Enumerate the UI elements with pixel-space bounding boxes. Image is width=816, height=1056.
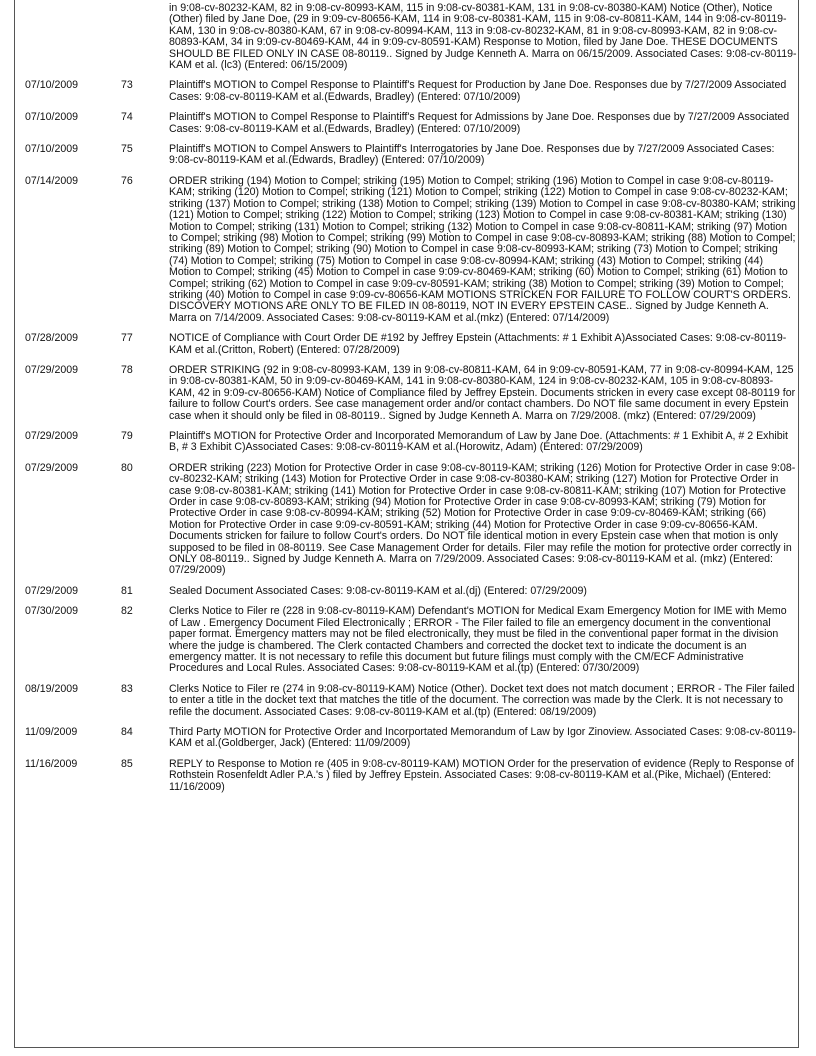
entry-date: 07/30/2009: [25, 605, 79, 618]
docket-entry: [15, 431, 798, 454]
docket-entry: [15, 333, 798, 356]
entry-number: 77: [121, 332, 133, 345]
docket-entry: [15, 684, 798, 718]
entry-date: 07/29/2009: [25, 363, 79, 376]
entry-text: ORDER striking (223) Motion for Protective Order in case 9:08-cv-80119-KAM; striking (126) Motion for Protective Order in case 9:08-cv-80232-KAM; striking (143) Motion for Protective Order in case 9:08-cv-80380-KAM; striking (127) Motion for Protective Order in case 9:08-cv-80381-KAM; striking (141) Motion for Protective Order in case 9:08-cv-80811-KAM; striking (107) Motion for Protective Order in case 9:08-cv-80893-KAM; striking (94) Motion for Protective Order in case 9:08-cv-80993-KAM; striking (79) Motion for Protective Order in case 9:08-cv-80994-KAM; striking (52) Motion for Protective Order in case 9:09-cv-80469-KAM; striking (66) Motion for Protective Order in case 9:09-cv-80591-KAM; striking (44) Motion for Protective Order in case 9:09-cv-80656-KAM. Documents stricken for failure to follow Court's orders. Do NOT file identical motion in every Epstein case when that motion is only supposed to be filed in 08-80119. See Case Management Order for details. Filer may refile the motion for protective order correctly in ONLY 08-80119.. Signed by Judge Kenneth A. Marra on 7/29/2009. Associated Cases: 9:08-cv-80119-KAM et al. (mkz) (Entered: 07/29/2009): [169, 461, 796, 577]
entry-number: 85: [121, 757, 133, 770]
entry-date: 07/29/2009: [25, 584, 79, 597]
docket-entry: [15, 727, 798, 750]
entry-text: ORDER STRIKING (92 in 9:08-cv-80993-KAM, 139 in 9:08-cv-80811-KAM, 64 in 9:09-cv-80591-KAM, 77 in 9:08-cv-80994-KAM, 125 in 9:08-cv-80381-KAM, 50 in 9:09-cv-80469-KAM, 141 in 9:08-cv-80380-KAM, 124 in 9:08-cv-80232-KAM, 105 in 9:08-cv-80893-KAM, 42 in 9:09-cv-80656-KAM) Notice of Compliance filed by Jeffrey Epstein. Documents stricken in every case except 08-80119 for failure to follow Court's orders. See case management order and/or contact chambers. Do NOT file same document in every Epstein case when it should only be filed in 08-80119.. Signed by Judge Kenneth A. Marra on 7/29/2008. (mkz) (Entered: 07/29/2009): [169, 363, 796, 422]
entry-date: 07/29/2009: [25, 461, 79, 474]
entry-date: 07/10/2009: [25, 79, 79, 92]
entry-number: 78: [121, 363, 133, 376]
entry-text: NOTICE of Compliance with Court Order DE #192 by Jeffrey Epstein (Attachments: # 1 Exhibit A)Associated Cases: 9:08-cv-80119-KAM et al.(Critton, Robert) (Entered: 07/28/2009): [169, 332, 787, 356]
entry-text: Plaintiff's MOTION to Compel Response to Plaintiff's Request for Production by Jane Doe. Responses due by 7/27/2009 Associated Cases: 9:08-cv-80119-KAM et al.(Edwards, Bradley) (Entered: 07/10/2009): [169, 79, 787, 103]
docket-entry: [15, 3, 798, 71]
docket-entry: [15, 144, 798, 167]
entry-number: 83: [121, 682, 133, 695]
docket-entry: [15, 759, 798, 793]
docket-entry: [15, 176, 798, 324]
entry-date: 11/16/2009: [25, 757, 78, 770]
entry-number: 79: [121, 430, 133, 442]
entry-number: 82: [121, 605, 133, 618]
entry-number: 80: [121, 461, 133, 474]
entry-date: 11/09/2009: [25, 725, 78, 738]
entry-text: REPLY to Response to Motion re (405 in 9:08-cv-80119-KAM) MOTION Order for the preservation of evidence (Reply to Response of Rothstein Rosenfeldt Adler P.A.'s ) filed by Jeffrey Epstein. Associated Cases: 9:08-cv-80119-KAM et al.(Pike, Michael) (Entered: 11/16/2009): [169, 757, 794, 793]
entry-text: Clerks Notice to Filer re (274 in 9:08-cv-80119-KAM) Notice (Other). Docket text does not match document ; ERROR - The Filer failed to enter a title in the docket text that matches the title of the document. The correction was made by the Clerk. It is not necessary to refile the document. Associated Cases: 9:08-cv-80119-KAM et al.(tp) (Entered: 08/19/2009): [169, 682, 795, 718]
docket-entry: [15, 112, 798, 135]
entry-number: 74: [121, 111, 133, 124]
docket-table: [14, 0, 799, 1048]
entry-date: 07/28/2009: [25, 332, 79, 345]
entry-number: 76: [121, 174, 133, 187]
entry-text: Plaintiff's MOTION to Compel Response to Plaintiff's Request for Admissions by Jane Doe. Responses due by 7/27/2009 Associated Cases: 9:08-cv-80119-KAM et al.(Edwards, Bradley) (Entered: 07/10/2009): [169, 111, 790, 135]
entry-date: 07/14/2009: [25, 174, 79, 187]
entry-text: Clerks Notice to Filer re (228 in 9:08-cv-80119-KAM) Defendant's MOTION for Medical Exam Emergency Motion for IME with Memo of Law . Emergency Document Filed Electronically ; ERROR - The Filer failed to file an emergency document in the conventional paper format. Emergency matters may not be filed electronically, they must be filed in the conventional paper format in the division where the judge is chambered. The Clerk contacted Chambers and corrected the docket text to indicate the document is an emergency matter. It is not necessary to refile this document but future filings must comply with the CM/ECF Administrative Procedures and Local Rules. Associated Cases: 9:08-cv-80119-KAM et al.(tp) (Entered: 07/30/2009): [169, 605, 787, 675]
docket-entry: [15, 365, 798, 422]
entry-text: Plaintiff's MOTION to Compel Answers to Plaintiff's Interrogatories by Jane Doe. Responses due by 7/27/2009 Associated Cases: 9:08-cv-80119-KAM et al.(Edwards, Bradley) (Entered: 07/10/2009): [169, 143, 775, 167]
entry-date: 07/10/2009: [25, 111, 79, 124]
docket-entry: [15, 80, 798, 103]
docket-entry: [15, 606, 798, 674]
entry-text: Sealed Document Associated Cases: 9:08-cv-80119-KAM et al.(dj) (Entered: 07/29/2009): [169, 584, 587, 597]
entry-date: 07/10/2009: [25, 143, 79, 156]
entry-number: 84: [121, 725, 133, 738]
entry-text: in 9:08-cv-80232-KAM, 82 in 9:08-cv-80993-KAM, 115 in 9:08-cv-80381-KAM, 131 in 9:08-cv-80380-KAM) Notice (Other), Notice (Other) filed by Jane Doe, (29 in 9:09-cv-80656-KAM, 114 in 9:08-cv-80381-KAM, 115 in 9:08-cv-80811-KAM, 144 in 9:08-cv-80119-KAM, 130 in 9:08-cv-80380-KAM, 67 in 9:08-cv-80994-KAM, 113 in 9:08-cv-80232-KAM, 81 in 9:08-cv-80993-KAM, 82 in 9:08-cv-80893-KAM, 34 in 9:09-cv-80469-KAM, 44 in 9:09-cv-80591-KAM) Response to Motion, filed by Jane Doe. THESE DOCUMENTS SHOULD BE FILED ONLY IN CASE 08-80119.. Signed by Judge Kenneth A. Marra on 06/15/2009. Associated Cases: 9:08-cv-80119-KAM et al. (lc3) (Entered: 06/15/2009): [169, 2, 797, 72]
entry-number: 81: [121, 584, 133, 597]
entry-text: Third Party MOTION for Protective Order and Incorportated Memorandum of Law by Igor Zinoview. Associated Cases: 9:08-cv-80119-KAM et al.(Goldberger, Jack) (Entered: 11/09/2009): [169, 725, 796, 750]
entry-date: 08/19/2009: [25, 682, 79, 695]
docket-entry: [15, 586, 798, 597]
docket-entry: [15, 463, 798, 577]
entry-date: 07/29/2009: [25, 430, 79, 442]
entry-number: 75: [121, 143, 133, 156]
entry-text: Plaintiff's MOTION for Protective Order and Incorporated Memorandum of Law by Jane Doe. (Attachments: # 1 Exhibit A, # 2 Exhibit B, # 3 Exhibit C)Associated Cases: 9:08-cv-80119-KAM et al.(Horowitz, Adam) (Entered: 07/29/2009): [169, 430, 788, 454]
entry-number: 73: [121, 79, 133, 92]
entry-text: ORDER striking (194) Motion to Compel; striking (195) Motion to Compel; striking (196) Motion to Compel in case 9:08-cv-80119-KAM; striking (120) Motion to Compel; striking (121) Motion to Compel; striking (122) Motion to Compel in case 9:08-cv-80232-KAM; striking (137) Motion to Compel; striking (138) Motion to Compel; striking (139) Motion to Compel in case 9:08-cv-80380-KAM; striking (121) Motion to Compel; striking (122) Motion to Compel; striking (123) Motion to Compel in case 9:08-cv-80381-KAM; striking (130) Motion to Compel; striking (131) Motion to Compel; striking (132) Motion to Compel in case 9:08-cv-80811-KAM; striking (97) Motion to Compel; striking (98) Motion to Compel; striking (99) Motion to Compel in case 9:08-cv-80893-KAM; striking (88) Motion to Compel; striking (89) Motion to Compel; striking (90) Motion to Compel in case 9:08-cv-80993-KAM; striking (73) Motion to Compel; striking (74) Motion to Compel; striking (75) Motion to Compel in case 9:08-cv-80994-KAM; striking (43) Motion to Compel; striking (44) Motion to Compel; striking (45) Motion to Compel in case 9:09-cv-80469-KAM; striking (60) Motion to Compel; striking (61) Motion to Compel; striking (62) Motion to Compel in case 9:09-cv-80591-KAM; striking (38) Motion to Compel; striking (39) Motion to Compel; striking (40) Motion to Compel in case 9:09-cv-80656-KAM MOTIONS STRICKEN FOR FAILURE TO FOLLOW COURT'S ORDERS. DISCOVERY MOTIONS ARE ONLY TO BE FILED IN 08-80119, NOT IN EVERY EPSTEIN CASE.. Signed by Judge Kenneth A. Marra on 7/14/2009. Associated Cases: 9:08-cv-80119-KAM et al.(mkz) (Entered: 07/14/2009): [169, 174, 796, 324]
